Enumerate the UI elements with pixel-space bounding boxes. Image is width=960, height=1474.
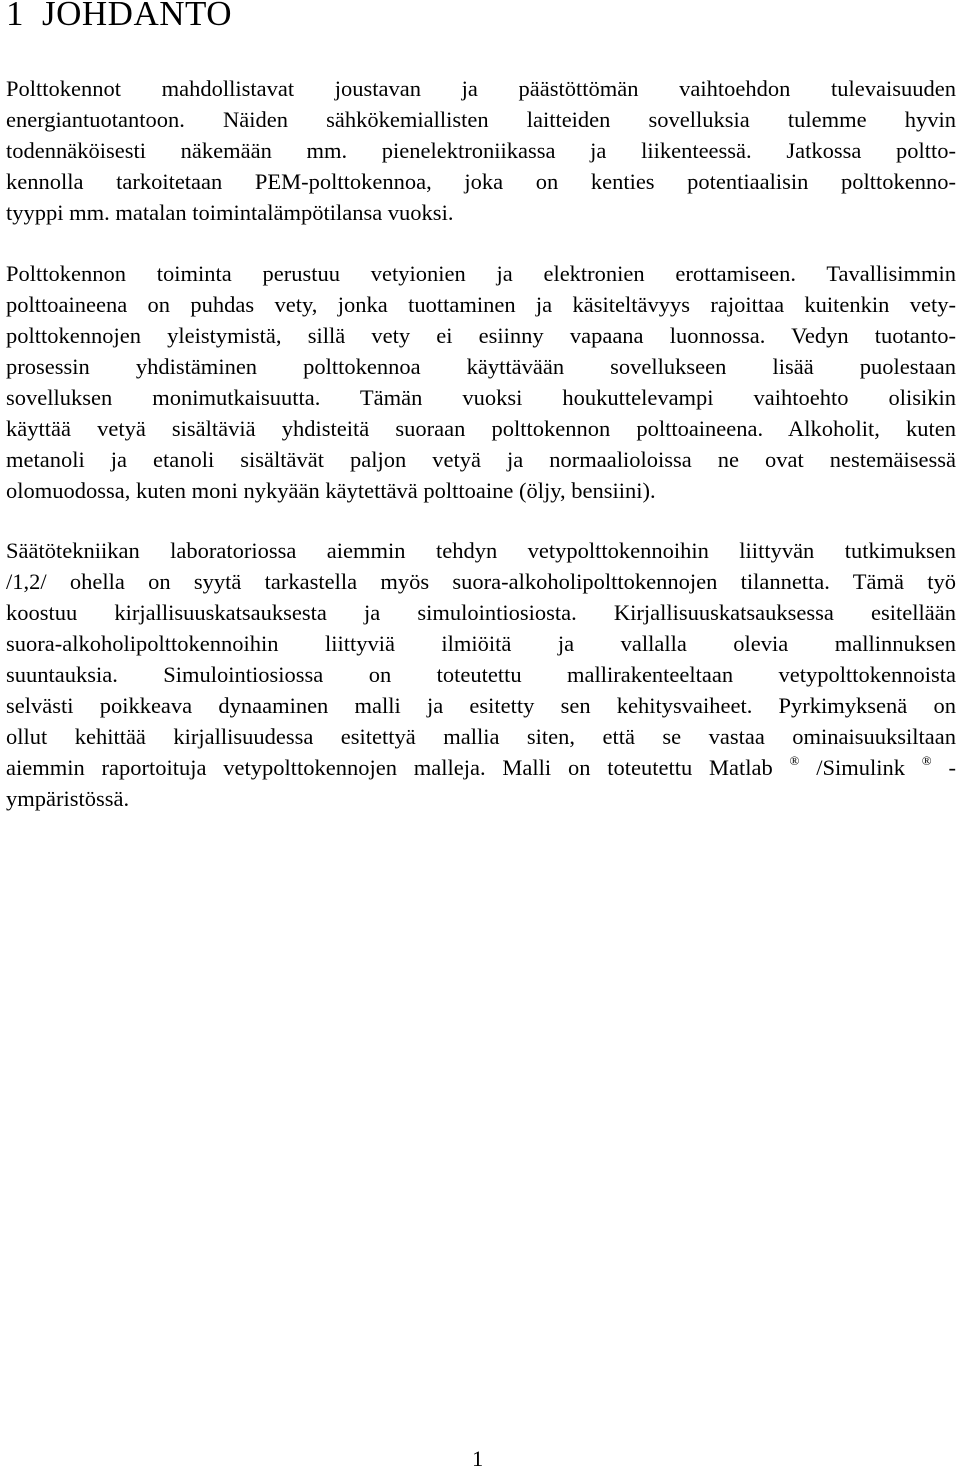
text-line: ympäristössä. — [6, 786, 130, 811]
paragraph-intro — [6, 73, 956, 228]
text-segment: aiemmin raportoituja vetypolttokennojen malleja. Malli on toteutettu Matlab — [6, 755, 790, 780]
text-line: Polttokennon toiminta perustuu vetyionien ja elektronien erottamiseen. Tavallisimmin — [6, 261, 956, 286]
paragraph-operation — [6, 258, 956, 506]
text-line: /1,2/ ohella on syytä tarkastella myös suora-alkoholipolttokennojen tilannetta. Tämä työ — [6, 569, 956, 594]
registered-mark: ® — [789, 753, 800, 768]
text-line: selvästi poikkeava dynaaminen malli ja esitetty sen kehitysvaiheet. Pyrkimyksenä on — [6, 693, 956, 718]
text-line: metanoli ja etanoli sisältävät paljon vetyä ja normaalioloissa ne ovat nestemäisessä — [6, 447, 956, 472]
text-line: käyttää vetyä sisältäviä yhdisteitä suoraan polttokennon polttoaineena. Alkoholit, kuten — [6, 416, 956, 441]
text-line: polttokennojen yleistymistä, sillä vety ei esiinny vapaana luonnossa. Vedyn tuotanto- — [6, 323, 956, 348]
registered-mark: ® — [921, 753, 932, 768]
text-line: prosessin yhdistäminen polttokennoa käyttävään sovellukseen lisää puolestaan — [6, 354, 956, 379]
text-line: polttoaineena on puhdas vety, jonka tuottaminen ja käsiteltävyys rajoittaa kuitenkin vety- — [6, 292, 956, 317]
text-line: suuntauksia. Simulointiosiossa on toteutettu mallirakenteeltaan vetypolttokennoista — [6, 662, 956, 687]
chapter-title: JOHDANTO — [42, 0, 233, 33]
text-line: kennolla tarkoitetaan PEM-polttokennoa, joka on kenties potentiaalisin polttokenno- — [6, 169, 956, 194]
text-line-with-trademarks — [6, 752, 956, 783]
text-segment: /Simulink — [799, 755, 922, 780]
text-line: Polttokennot mahdollistavat joustavan ja päästöttömän vaihtoehdon tulevaisuuden — [6, 76, 956, 101]
text-line: sovelluksen monimutkaisuutta. Tämän vuoksi houkuttelevampi vaihtoehto olisikin — [6, 385, 956, 410]
chapter-heading — [6, 0, 232, 34]
page-number: 1 — [472, 1446, 484, 1471]
text-line: ollut kehittää kirjallisuudessa esitettyä mallia siten, että se vastaa ominaisuuksiltaan — [6, 724, 956, 749]
text-line: tyyppi mm. matalan toimintalämpötilansa vuoksi. — [6, 200, 454, 225]
paragraph-scope — [6, 535, 956, 814]
text-line: Säätötekniikan laboratoriossa aiemmin tehdyn vetypolttokennoihin liittyvän tutkimuksen — [6, 538, 956, 563]
text-line: suora-alkoholipolttokennoihin liittyviä ilmiöitä ja vallalla olevia mallinnuksen — [6, 631, 956, 656]
text-line: energiantuotantoon. Näiden sähkökemiallisten laitteiden sovelluksia tulemme hyvin — [6, 107, 956, 132]
chapter-number: 1 — [6, 0, 24, 33]
text-line: olomuodossa, kuten moni nykyään käytettävä polttoaine (öljy, bensiini). — [6, 478, 656, 503]
text-line: koostuu kirjallisuuskatsauksesta ja simulointiosiosta. Kirjallisuuskatsauksessa esitellään — [6, 600, 956, 625]
text-line: todennäköisesti näkemään mm. pienelektroniikassa ja liikenteessä. Jatkossa poltto- — [6, 138, 956, 163]
text-segment: - — [931, 755, 956, 780]
